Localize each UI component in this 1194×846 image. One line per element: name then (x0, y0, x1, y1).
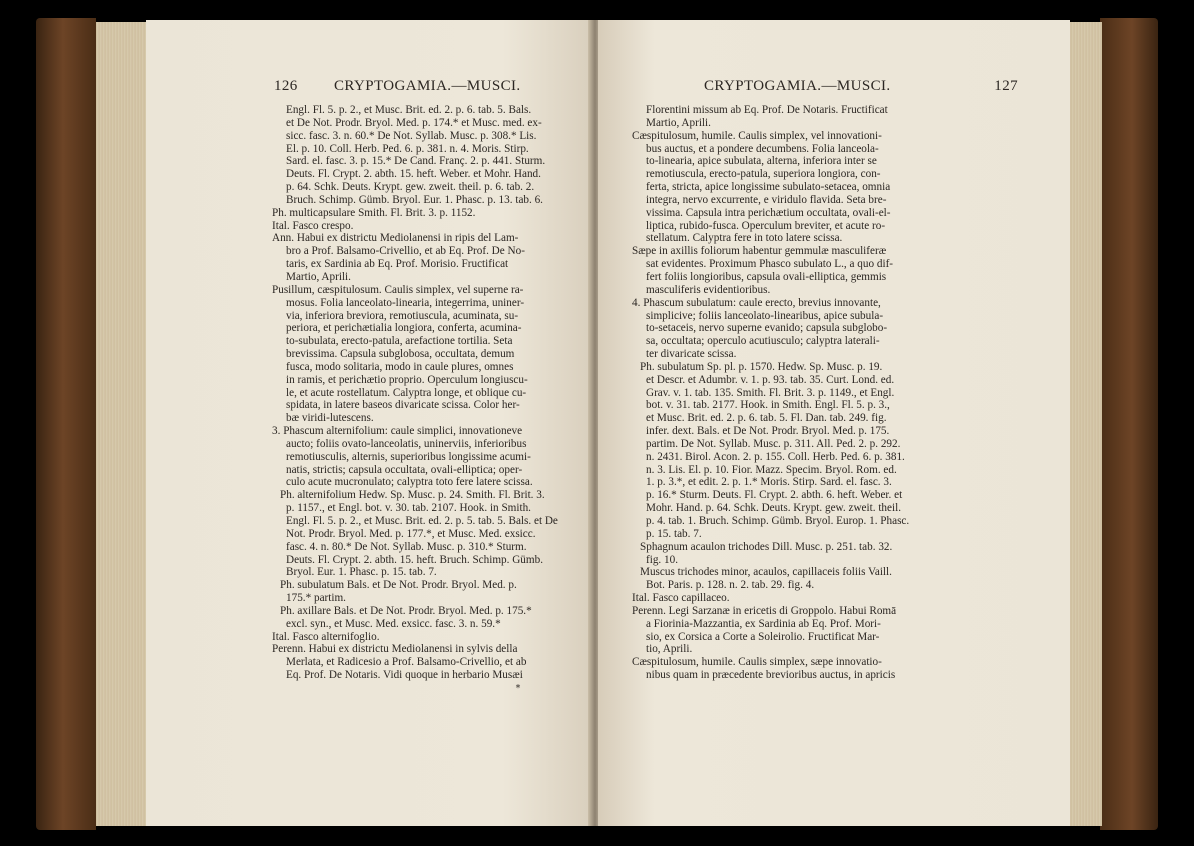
text-line: et De Not. Prodr. Bryol. Med. p. 174.* et Musc. med. ex- (286, 116, 542, 129)
text-line: bot. v. 31. tab. 2177. Hook. in Smith. Engl. Fl. 5. p. 3., (646, 399, 890, 412)
text-line: Ph. alternifolium Hedw. Sp. Musc. p. 24. Smith. Fl. Brit. 3. (280, 489, 545, 502)
right-page-header (632, 78, 1018, 100)
text-line: bæ viridi-lutescens. (286, 412, 374, 425)
text-line: vissima. Capsula intra perichætium occultata, ovali-el- (646, 206, 891, 219)
right-page (598, 20, 1070, 826)
text-line: simplicive; foliis lanceolato-linearibus, apice subula- (646, 309, 884, 322)
text-line: tio, Aprili. (646, 643, 693, 656)
text-line: Bruch. Schimp. Gümb. Bryol. Eur. 1. Phasc. p. 13. tab. 6. (286, 193, 543, 206)
text-line: Sæpe in axillis foliorum habentur gemmulæ masculiferæ (632, 245, 887, 258)
left-page-header (272, 78, 584, 100)
text-line: excl. syn., et Musc. Med. exsicc. fasc. 3. n. 59.* (286, 617, 501, 630)
text-line: Ph. multicapsulare Smith. Fl. Brit. 3. p. 1152. (272, 206, 476, 219)
text-line: et Descr. et Adumbr. v. 1. p. 93. tab. 35. Curt. Lond. ed. (646, 373, 895, 386)
text-line: Not. Prodr. Bryol. Med. p. 177.*, et Musc. Med. exsicc. (286, 527, 536, 540)
text-line: p. 16.* Sturm. Deuts. Fl. Crypt. 2. abth. 6. heft. Weber. et (646, 489, 903, 502)
text-line: le, et acute rostellatum. Calyptra longe, et oblique cu- (286, 386, 527, 399)
text-line: Engl. Fl. 5. p. 2., et Musc. Brit. ed. 2. p. 6. tab. 5. Bals. (286, 104, 532, 116)
text-line: 4. Phascum subulatum: caule erecto, brevius innovante, (632, 296, 881, 309)
text-line: spidata, in latere baseos divaricate scissa. Color her- (286, 399, 520, 412)
signature-mark: * (515, 683, 521, 694)
text-line: bro a Prof. Balsamo-Crivellio, et ab Eq. Prof. De No- (286, 245, 525, 258)
text-line: Ph. subulatum Sp. pl. p. 1570. Hedw. Sp. Musc. p. 19. (640, 360, 883, 373)
text-line: p. 4. tab. 1. Bruch. Schimp. Gümb. Bryol. Europ. 1. Phasc. (646, 515, 910, 527)
book-cover-right (1100, 18, 1158, 830)
text-line: sa, occultata; operculo acutiusculo; calyptra laterali- (646, 335, 880, 348)
text-line: Ital. Fasco alternifoglio. (272, 630, 380, 643)
text-line: partim. De Not. Syllab. Musc. p. 311. All. Ped. 2. p. 292. (646, 437, 901, 450)
text-line: ferta, stricta, apice longissime subulato-setacea, omnia (646, 181, 891, 194)
text-line: sat evidentes. Proximum Phasco subulato L., a quo dif- (646, 258, 894, 271)
text-line: El. p. 10. Coll. Herb. Ped. 6. p. 381. n. 4. Moris. Stirp. (286, 142, 529, 155)
text-line: stellatum. Calyptra fere in toto latere scissa. (646, 232, 843, 245)
text-line: Sard. el. fasc. 3. p. 15.* De Cand. Franç. 2. p. 441. Sturm. (286, 155, 546, 168)
text-line: 1. p. 3.*, et edit. 2. p. 1.* Moris. Stirp. Sard. el. fasc. 3. (646, 476, 892, 489)
text-line: Eq. Prof. De Notaris. Vidi quoque in herbario Musæi (286, 669, 523, 682)
text-line: 175.* partim. (286, 592, 346, 605)
text-line: remotiuscula, erecto-patula, superiora longiora, con- (646, 168, 881, 181)
text-line: Mohr. Hand. p. 64. Schk. Deuts. Krypt. gew. zweit. theil. (646, 502, 901, 515)
left-page-number: 126 (274, 78, 298, 94)
text-line: Martio, Aprili. (646, 116, 711, 129)
text-line: Muscus trichodes minor, acaulos, capillaceis foliis Vaill. (640, 566, 892, 579)
text-line: Pusillum, cæspitulosum. Caulis simplex, vel superne ra- (272, 283, 524, 296)
text-line: Engl. Fl. 5. p. 2., et Musc. Brit. ed. 2. p. 5. tab. 5. Bals. et De (286, 515, 558, 527)
text-line: n. 2431. Birol. Acon. 2. p. 155. Coll. Herb. Ped. 6. p. 381. (646, 450, 905, 463)
left-running-title: CRYPTOGAMIA.—MUSCI. (334, 78, 521, 94)
text-line: to-setaceis, nervo superne evanido; capsula subglobo- (646, 322, 888, 335)
text-line: in ramis, et perichætio proprio. Operculum longiuscu- (286, 373, 528, 386)
text-line: sicc. fasc. 3. n. 60.* De Not. Syllab. Musc. p. 308.* Lis. (286, 129, 537, 142)
text-line: fasc. 4. n. 80.* De Not. Syllab. Musc. p. 310.* Sturm. (286, 540, 527, 553)
text-line: Deuts. Fl. Crypt. 2. abth. 15. heft. Weber. et Mohr. Hand. (286, 168, 541, 181)
text-line: fig. 10. (646, 553, 679, 566)
text-line: et Musc. Brit. ed. 2. p. 6. tab. 5. Fl. Dan. tab. 249. fig. (646, 412, 887, 425)
text-line: Cæspitulosum, humile. Caulis simplex, vel innovationi- (632, 129, 882, 142)
text-line: taris, ex Sardinia ab Eq. Prof. Morisio. Fructificat (286, 258, 509, 271)
text-line: to-subulata, erecto-patula, arefactione tortilia. Seta (286, 335, 513, 348)
text-line: nibus quam in præcedente brevioribus auctus, in apricis (646, 669, 896, 682)
text-line: p. 15. tab. 7. (646, 527, 702, 540)
text-line: Grav. v. 1. tab. 135. Smith. Fl. Brit. 3. p. 1149., et Engl. (646, 386, 895, 399)
text-line: fert foliis longioribus, capsula ovali-elliptica, gemmis (646, 270, 887, 283)
text-line: Ph. subulatum Bals. et De Not. Prodr. Bryol. Med. p. (280, 579, 517, 592)
text-line: to-linearia, apice subulata, alterna, inferiora inter se (646, 155, 877, 168)
text-line: Martio, Aprili. (286, 270, 351, 283)
text-line: Cæspitulosum, humile. Caulis simplex, sæpe innovatio- (632, 656, 882, 669)
text-line: Sphagnum acaulon trichodes Dill. Musc. p. 251. tab. 32. (640, 540, 893, 553)
text-line: mosus. Folia lanceolato-linearia, integerrima, uniner- (286, 296, 525, 309)
text-line: p. 1157., et Engl. bot. v. 30. tab. 2107. Hook. in Smith. (286, 502, 531, 515)
text-line: a Fiorinia-Mazzantia, ex Sardinia ab Eq. Prof. Mori- (646, 617, 881, 630)
text-line: Deuts. Fl. Crypt. 2. abth. 15. heft. Bruch. Schimp. Gümb. (286, 553, 543, 566)
text-line: aucto; foliis ovato-lanceolatis, uninerviis, inferioribus (286, 437, 527, 450)
text-line: Merlata, et Radicesio a Prof. Balsamo-Crivellio, et ab (286, 656, 527, 669)
text-line: natis, strictis; capsula occultata, ovali-elliptica; oper- (286, 463, 523, 476)
text-line: n. 3. Lis. El. p. 10. Fior. Mazz. Specim. Bryol. Rom. ed. (646, 463, 897, 476)
text-line: Perenn. Habui ex districtu Mediolanensi in sylvis della (272, 643, 518, 656)
book-cover-left (36, 18, 96, 830)
text-line: culo acute mucronulato; calyptra toto fere latere scissa. (286, 476, 533, 489)
text-line: p. 64. Schk. Deuts. Krypt. gew. zweit. theil. p. 6. tab. 2. (286, 181, 535, 194)
text-line: remotiusculis, alternis, superioribus longissime acumi- (286, 450, 531, 463)
text-line: Ital. Fasco capillaceo. (632, 592, 730, 605)
page-edges-left (96, 22, 148, 826)
text-line: 3. Phascum alternifolium: caule simplici, innovationeve (272, 425, 523, 438)
text-line: Ital. Fasco crespo. (272, 219, 354, 232)
text-line: Ann. Habui ex districtu Mediolanensi in ripis del Lam- (272, 232, 519, 245)
left-page (146, 20, 592, 826)
left-page-body (272, 104, 586, 682)
text-line: liptica, rubido-fusca. Operculum breviter, et acute ro- (646, 219, 886, 232)
text-line: ter divaricate scissa. (646, 348, 737, 361)
text-line: Bryol. Eur. 1. Phasc. p. 15. tab. 7. (286, 566, 437, 579)
text-line: integra, nervo excurrente, e viridulo flavida. Seta bre- (646, 193, 887, 206)
text-line: brevissima. Capsula subglobosa, occultata, demum (286, 348, 515, 361)
text-line: Bot. Paris. p. 128. n. 2. tab. 29. fig. 4. (646, 579, 815, 592)
text-line: Ph. axillare Bals. et De Not. Prodr. Bryol. Med. p. 175.* (280, 604, 532, 617)
page-edges-right (1068, 22, 1102, 826)
right-page-body (632, 104, 1018, 682)
text-line: masculiferis evidentioribus. (646, 283, 771, 296)
text-line: bus auctus, et a pondere decumbens. Folia lanceola- (646, 142, 879, 155)
text-line: fusca, modo solitaria, modo in caule plures, omnes (286, 360, 514, 373)
right-running-title: CRYPTOGAMIA.—MUSCI. (704, 78, 891, 94)
right-page-number: 127 (994, 78, 1018, 94)
text-line: periora, et perichætialia longiora, conferta, acumina- (286, 322, 522, 335)
text-line: Florentini missum ab Eq. Prof. De Notaris. Fructificat (646, 104, 888, 116)
text-line: infer. dext. Bals. et De Not. Prodr. Bryol. Med. p. 175. (646, 425, 890, 438)
text-line: Perenn. Legi Sarzanæ in ericetis di Groppolo. Habui Romā (632, 604, 897, 617)
text-line: sio, ex Corsica a Corte a Soleirolio. Fructificat Mar- (646, 630, 880, 643)
text-line: via, inferiora breviora, remotiuscula, acuminata, su- (286, 309, 519, 322)
